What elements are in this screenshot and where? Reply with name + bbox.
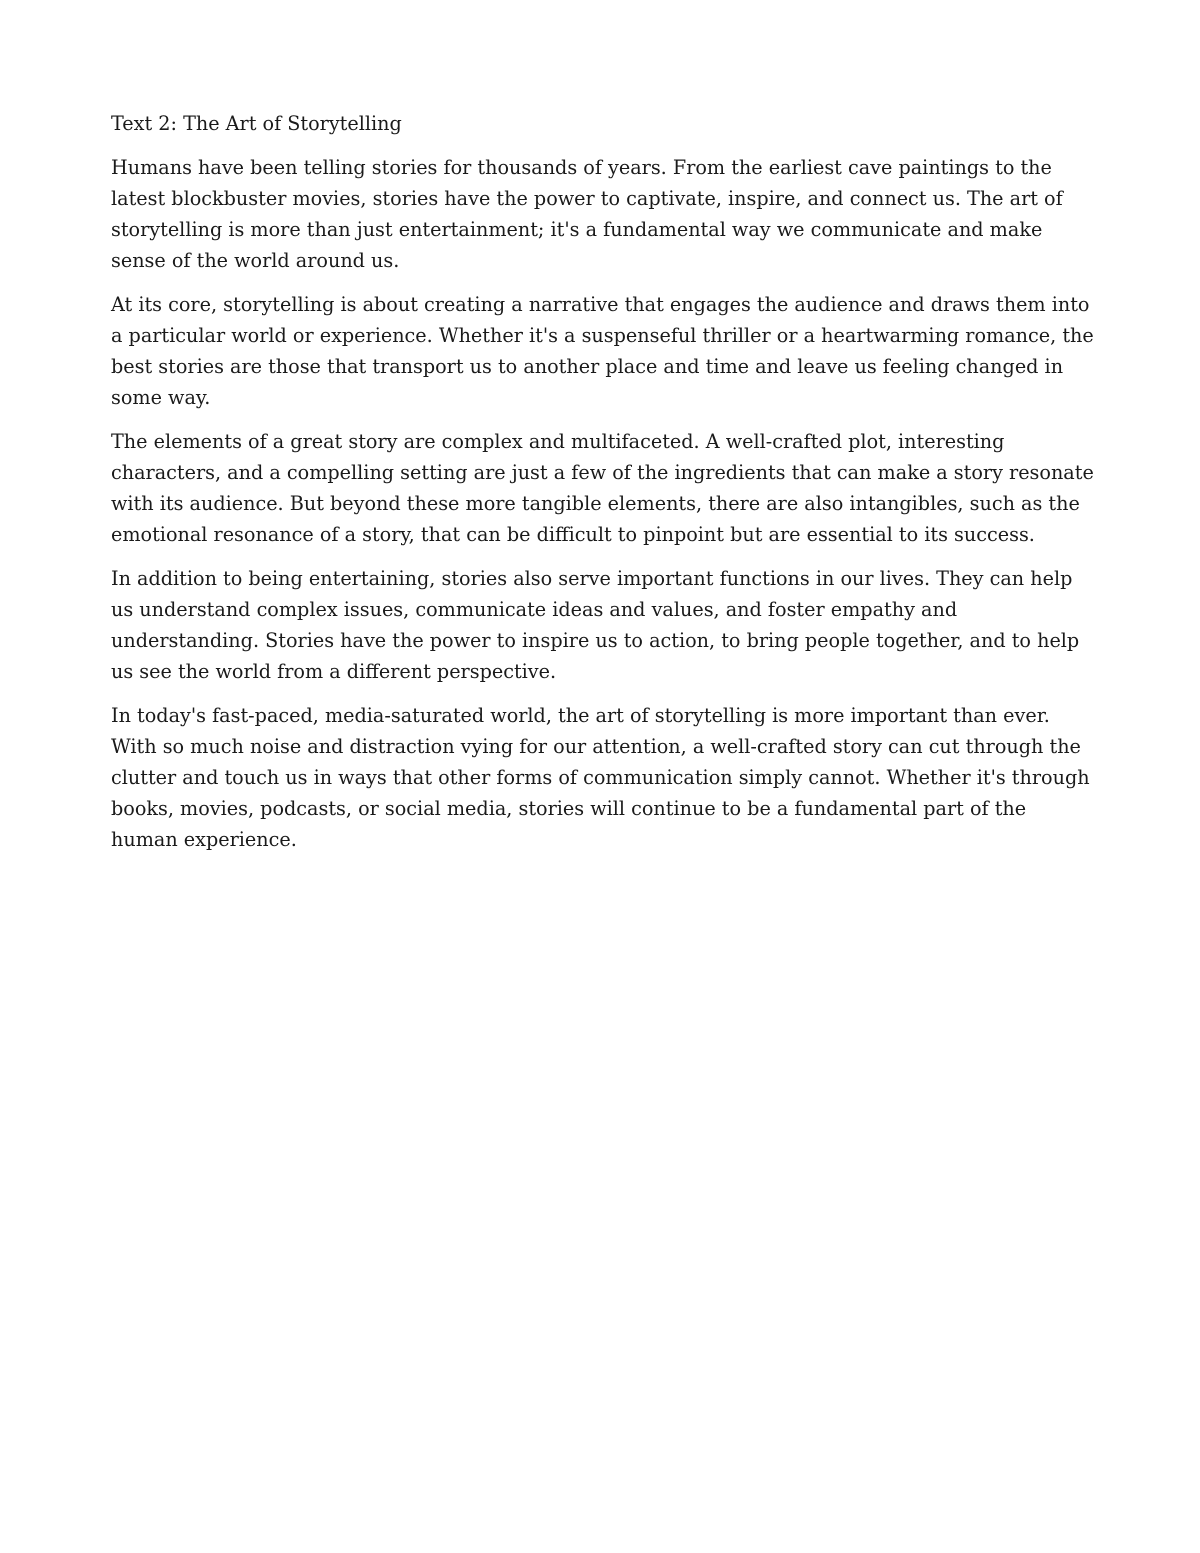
- document-title: Text 2: The Art of Storytelling: [111, 112, 402, 135]
- paragraph-4: In addition to being entertaining, stories also serve important functions in our lives. They can help us understand complex issues, communicate ideas and values, and foster empathy and understanding. Stories have the power to inspire us to action, to bring people together, and to help us see the world from a different perspective.: [111, 567, 1080, 683]
- paragraph-5: In today's fast-paced, media-saturated world, the art of storytelling is more important than ever. With so much noise and distraction vying for our attention, a well-crafted story can cut through the clutter and touch us in ways that other forms of communication simply cannot. Whether it's through books, movies, podcasts, or social media, stories will continue to be a fundamental part of the human experience.: [111, 704, 1090, 851]
- paragraph-1: Humans have been telling stories for thousands of years. From the earliest cave paintings to the latest blockbuster movies, stories have the power to captivate, inspire, and connect us. The art of storytelling is more than just entertainment; it's a fundamental way we communicate and make sense of the world around us.: [111, 156, 1063, 272]
- paragraph-2: At its core, storytelling is about creating a narrative that engages the audience and draws them into a particular world or experience. Whether it's a suspenseful thriller or a heartwarming romance, the best stories are those that transport us to another place and time and leave us feeling changed in some way.: [111, 293, 1094, 409]
- document-body: [111, 108, 1096, 868]
- paragraph-3: The elements of a great story are complex and multifaceted. A well-crafted plot, interesting characters, and a compelling setting are just a few of the ingredients that can make a story resonate with its audience. But beyond these more tangible elements, there are also intangibles, such as the emotional resonance of a story, that can be difficult to pinpoint but are essential to its success.: [111, 430, 1094, 546]
